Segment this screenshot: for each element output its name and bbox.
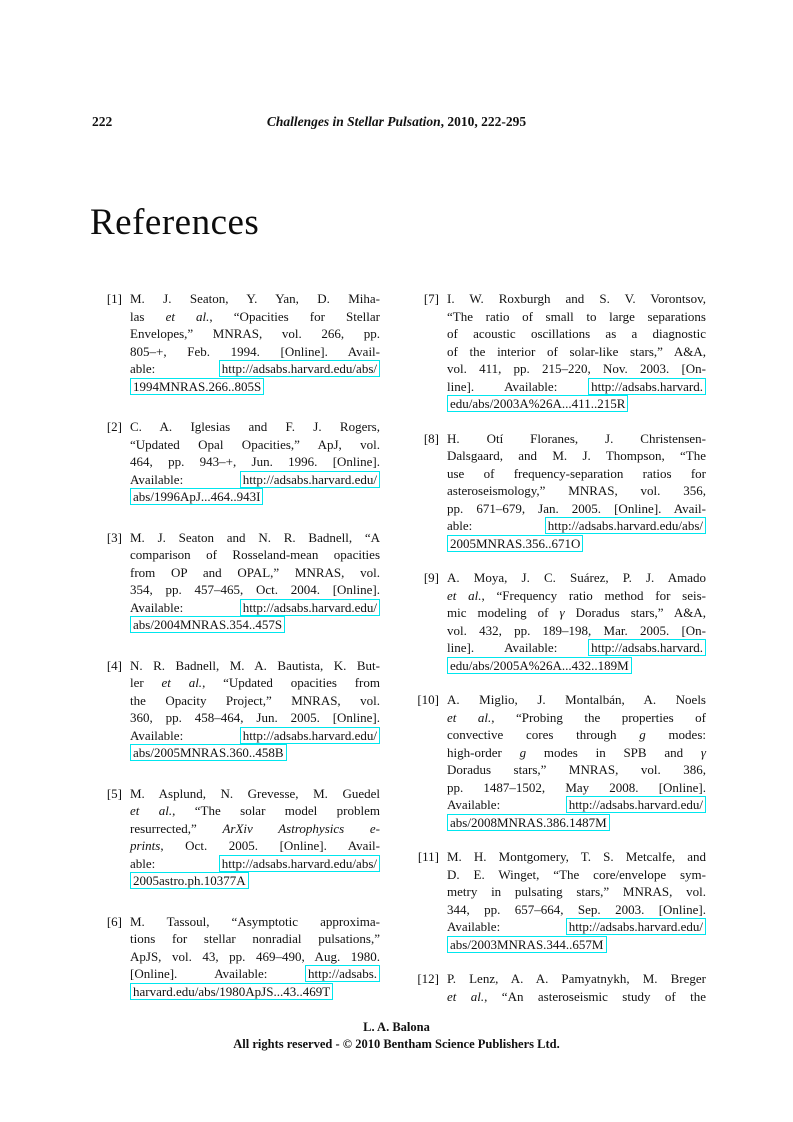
reference-line: [447, 639, 706, 657]
reference-text: able:: [130, 855, 219, 871]
reference-text: , “Opacities for Stellar: [209, 308, 380, 324]
reference-link[interactable]: http://adsabs.harvard.edu/abs/: [545, 517, 706, 534]
reference-line: [130, 529, 380, 547]
reference-text: Available:: [447, 797, 566, 812]
reference-body: [447, 569, 706, 674]
reference-text: 354, pp. 457–465, Oct. 2004. [Online].: [130, 582, 380, 597]
reference-line: [447, 918, 706, 936]
reference-line: [447, 447, 706, 465]
reference-item: [96, 785, 380, 890]
reference-line: [447, 970, 706, 988]
reference-line: [447, 308, 706, 326]
reference-text: Envelopes,” MNRAS, vol. 266, pp.: [130, 326, 380, 341]
reference-text: H. Otí Floranes, J. Christensen-: [447, 430, 706, 446]
reference-body: [447, 691, 706, 831]
reference-link[interactable]: edu/abs/2003A%26A...411..215R: [447, 395, 628, 412]
reference-text: modes in SPB and: [526, 744, 701, 760]
reference-line: [130, 657, 380, 675]
reference-text: et al.: [165, 308, 210, 324]
reference-body: [130, 657, 380, 762]
reference-line: [130, 488, 380, 506]
reference-text: C. A. Iglesias and F. J. Rogers,: [130, 419, 380, 434]
reference-line: [447, 535, 706, 553]
page-header: [0, 114, 793, 132]
reference-line: [447, 814, 706, 832]
reference-line: [130, 913, 380, 931]
reference-text: ArXiv Astrophysics e-: [222, 820, 380, 836]
reference-body: [130, 785, 380, 890]
reference-line: [130, 308, 380, 326]
reference-line: [130, 599, 380, 617]
reference-text: able:: [447, 518, 545, 533]
reference-line: [447, 988, 706, 1006]
reference-number: [7]: [423, 291, 439, 306]
reference-text: use of frequency-separation ratios for: [447, 465, 706, 481]
reference-link[interactable]: http://adsabs.harvard.edu/: [566, 796, 706, 813]
reference-text: P. Lenz, A. A. Pamyatnykh, M. Breger: [447, 971, 706, 986]
reference-text: et al.: [447, 988, 485, 1004]
reference-line: [447, 691, 706, 709]
reference-line: [447, 779, 706, 797]
reference-line: [447, 500, 706, 518]
reference-line: [130, 727, 380, 745]
reference-text: γ: [700, 744, 706, 760]
reference-text: , Oct. 2005. [Online]. Avail-: [160, 838, 380, 853]
reference-line: [130, 965, 380, 983]
reference-line: [447, 936, 706, 954]
reference-line: [447, 848, 706, 866]
reference-text: vol. 411, pp. 215–220, Nov. 2003. [On-: [447, 361, 706, 376]
reference-line: [447, 325, 706, 343]
reference-text: g: [639, 727, 646, 742]
reference-link[interactable]: abs/2008MNRAS.386.1487M: [447, 814, 610, 831]
references-column-right: [413, 290, 706, 1023]
reference-line: [130, 290, 380, 308]
reference-line: [447, 709, 706, 727]
reference-link[interactable]: http://adsabs.: [305, 965, 380, 982]
reference-number: [1]: [106, 291, 122, 306]
reference-number: [10]: [417, 692, 439, 707]
reference-line: [130, 546, 380, 564]
reference-line: [130, 820, 380, 838]
reference-text: tions for stellar nonradial pulsations,”: [130, 931, 380, 946]
reference-line: [130, 872, 380, 890]
reference-line: [130, 418, 380, 436]
page-footer: [0, 1019, 793, 1052]
running-title-suffix: , 2010, 222-295: [440, 114, 527, 129]
reference-text: of the interior of solar-like stars,” A&A,: [447, 343, 706, 359]
reference-text: N. R. Badnell, M. A. Bautista, K. But-: [130, 657, 380, 673]
reference-link[interactable]: 1994MNRAS.266..805S: [130, 378, 264, 395]
reference-text: Available:: [130, 471, 240, 487]
reference-line: [130, 378, 380, 396]
reference-line: [130, 948, 380, 966]
reference-text: metry in pulsating stars,” MNRAS, vol.: [447, 884, 706, 899]
reference-line: [130, 692, 380, 710]
reference-link[interactable]: abs/2003MNRAS.344..657M: [447, 936, 607, 953]
reference-number: [12]: [417, 971, 439, 986]
running-title: [0, 114, 793, 130]
reference-number: [5]: [106, 785, 122, 801]
reference-link[interactable]: 2005MNRAS.356..671O: [447, 535, 583, 552]
reference-text: pp. 1487–1502, May 2008. [Online].: [447, 779, 706, 795]
reference-link[interactable]: http://adsabs.harvard.: [588, 639, 706, 656]
reference-line: [447, 657, 706, 675]
reference-item: [96, 529, 380, 634]
reference-text: A. Miglio, J. Montalbán, A. Noels: [447, 692, 706, 707]
reference-text: the Opacity Project,” MNRAS, vol.: [130, 692, 380, 708]
reference-line: [130, 564, 380, 582]
reference-text: [Online]. Available:: [130, 966, 306, 981]
reference-text: of acoustic oscillations as a diagnostic: [447, 326, 706, 341]
reference-item: [413, 970, 706, 1005]
reference-text: line]. Available:: [447, 640, 589, 655]
reference-link[interactable]: http://adsabs.harvard.edu/: [566, 918, 706, 935]
reference-line: [447, 360, 706, 378]
reference-line: [130, 983, 380, 1001]
reference-number: [3]: [106, 529, 122, 545]
reference-text: “The ratio of small to large separations: [447, 308, 706, 324]
reference-line: [447, 378, 706, 396]
reference-line: [447, 604, 706, 622]
reference-line: [447, 796, 706, 814]
reference-text: et al.: [447, 587, 482, 603]
reference-number: [2]: [106, 419, 122, 434]
reference-body: [447, 290, 706, 413]
reference-number: [8]: [423, 430, 439, 446]
reference-line: [447, 726, 706, 744]
reference-body: [130, 418, 380, 506]
reference-item: [413, 569, 706, 674]
reference-body: [130, 290, 380, 395]
reference-text: ler: [130, 675, 162, 690]
reference-link[interactable]: http://adsabs.harvard.edu/: [240, 599, 380, 616]
reference-body: [447, 430, 706, 553]
reference-text: Available:: [447, 919, 566, 934]
reference-text: 360, pp. 458–464, Jun. 2005. [Online].: [130, 710, 380, 725]
page-number: 222: [92, 114, 113, 129]
reference-link[interactable]: harvard.edu/abs/1980ApJS...43..469T: [130, 983, 333, 1000]
references-column-left: [96, 290, 380, 1023]
reference-text: able:: [130, 361, 219, 376]
reference-line: [447, 587, 706, 605]
reference-line: [130, 471, 380, 489]
reference-text: Dalsgaard, and M. J. Thompson, “The: [447, 448, 706, 463]
reference-line: [447, 744, 706, 762]
reference-line: [130, 581, 380, 599]
reference-text: , “Updated opacities from: [202, 675, 380, 690]
reference-text: M. J. Seaton, Y. Yan, D. Miha-: [130, 291, 380, 306]
reference-link[interactable]: 2005astro.ph.10377A: [130, 872, 249, 889]
reference-text: , “Frequency ratio method for seis-: [481, 587, 706, 603]
running-title-book: Challenges in Stellar Pulsation: [266, 114, 441, 129]
reference-line: [447, 883, 706, 901]
reference-text: convective cores through: [447, 727, 640, 742]
reference-text: resurrected,”: [130, 820, 223, 836]
reference-link[interactable]: http://adsabs.harvard.edu/abs/: [219, 855, 380, 872]
reference-text: 344, pp. 657–664, Sep. 2003. [Online].: [447, 901, 706, 917]
reference-text: Doradus stars,” MNRAS, vol. 386,: [447, 762, 706, 777]
reference-line: [447, 622, 706, 640]
reference-text: Doradus stars,” A&A,: [564, 605, 706, 620]
reference-text: “Updated Opal Opacities,” ApJ, vol.: [130, 436, 380, 452]
reference-line: [447, 761, 706, 779]
reference-text: M. H. Montgomery, T. S. Metcalfe, and: [447, 849, 706, 864]
reference-line: [447, 482, 706, 500]
reference-body: [130, 913, 380, 1001]
reference-line: [130, 674, 380, 692]
reference-text: vol. 432, pp. 189–198, Mar. 2005. [On-: [447, 622, 706, 638]
reference-line: [447, 569, 706, 587]
reference-line: [447, 517, 706, 535]
reference-item: [413, 691, 706, 831]
reference-text: et al.: [161, 675, 203, 690]
reference-text: g: [519, 744, 527, 760]
reference-item: [413, 848, 706, 953]
reference-text: mic modeling of: [447, 605, 560, 620]
reference-line: [447, 395, 706, 413]
reference-text: M. Tassoul, “Asymptotic approxima-: [130, 913, 380, 929]
reference-text: pp. 671–679, Jan. 2005. [Online]. Avail-: [447, 500, 706, 516]
reference-number: [6]: [106, 913, 122, 929]
reference-text: from OP and OPAL,” MNRAS, vol.: [130, 564, 380, 580]
reference-link[interactable]: abs/1996ApJ...464..943I: [130, 488, 263, 505]
reference-text: et al.: [130, 803, 173, 818]
reference-text: I. W. Roxburgh and S. V. Vorontsov,: [447, 291, 706, 306]
reference-text: D. E. Winget, “The core/envelope sym-: [447, 866, 706, 882]
reference-line: [130, 453, 380, 471]
reference-line: [130, 930, 380, 948]
reference-link[interactable]: http://adsabs.harvard.: [588, 378, 706, 395]
reference-text: modes:: [645, 727, 706, 742]
reference-line: [447, 290, 706, 308]
reference-line: [447, 866, 706, 884]
reference-text: asteroseismology,” MNRAS, vol. 356,: [447, 483, 706, 498]
reference-line: [130, 855, 380, 873]
reference-item: [96, 290, 380, 395]
reference-text: 464, pp. 943–+, Jun. 1996. [Online].: [130, 454, 380, 469]
reference-line: [130, 360, 380, 378]
reference-text: ApJS, vol. 43, pp. 469–490, Aug. 1980.: [130, 948, 380, 964]
reference-body: [130, 529, 380, 634]
reference-link[interactable]: http://adsabs.harvard.edu/abs/: [219, 360, 380, 377]
reference-item: [96, 418, 380, 506]
reference-line: [447, 430, 706, 448]
reference-line: [447, 901, 706, 919]
reference-item: [413, 430, 706, 553]
reference-text: , “Probing the properties of: [491, 709, 706, 725]
reference-text: γ: [559, 605, 565, 620]
reference-line: [130, 436, 380, 454]
reference-item: [96, 657, 380, 762]
reference-item: [96, 913, 380, 1001]
reference-link[interactable]: abs/2005MNRAS.360..458B: [130, 744, 287, 761]
references-heading: References: [90, 202, 260, 243]
reference-line: [130, 709, 380, 727]
footer-author: L. A. Balona: [363, 1020, 430, 1034]
reference-line: [130, 785, 380, 803]
reference-text: A. Moya, J. C. Suárez, P. J. Amado: [447, 570, 706, 585]
reference-text: 805–+, Feb. 1994. [Online]. Avail-: [130, 343, 380, 359]
reference-text: , “The solar model problem: [172, 803, 380, 818]
reference-text: high-order: [447, 744, 520, 760]
reference-link[interactable]: http://adsabs.harvard.edu/: [240, 727, 380, 744]
reference-number: [11]: [417, 849, 439, 864]
reference-text: Available:: [130, 599, 240, 615]
reference-text: Available:: [130, 727, 240, 743]
reference-body: [447, 970, 706, 1005]
reference-text: M. Asplund, N. Grevesse, M. Guedel: [130, 785, 380, 801]
reference-line: [130, 343, 380, 361]
reference-text: comparison of Rosseland-mean opacities: [130, 547, 380, 562]
reference-number: [4]: [106, 657, 122, 673]
reference-line: [130, 744, 380, 762]
reference-body: [447, 848, 706, 953]
footer-rights: All rights reserved - © 2010 Bentham Science Publishers Ltd.: [233, 1036, 560, 1051]
reference-line: [130, 802, 380, 820]
reference-line: [130, 325, 380, 343]
reference-line: [447, 343, 706, 361]
reference-line: [447, 465, 706, 483]
reference-text: , “An asteroseismic study of the: [484, 988, 706, 1004]
reference-line: [130, 837, 380, 855]
references-list: [96, 290, 706, 1023]
reference-item: [413, 290, 706, 413]
reference-text: line]. Available:: [447, 378, 589, 394]
reference-number: [9]: [423, 570, 439, 585]
reference-text: M. J. Seaton and N. R. Badnell, “A: [130, 529, 380, 545]
reference-text: et al.: [447, 709, 492, 725]
reference-link[interactable]: edu/abs/2005A%26A...432..189M: [447, 657, 632, 674]
reference-text: las: [130, 308, 166, 324]
reference-link[interactable]: http://adsabs.harvard.edu/: [240, 471, 380, 488]
reference-link[interactable]: abs/2004MNRAS.354..457S: [130, 616, 285, 633]
reference-line: [130, 616, 380, 634]
reference-text: prints: [130, 838, 161, 853]
